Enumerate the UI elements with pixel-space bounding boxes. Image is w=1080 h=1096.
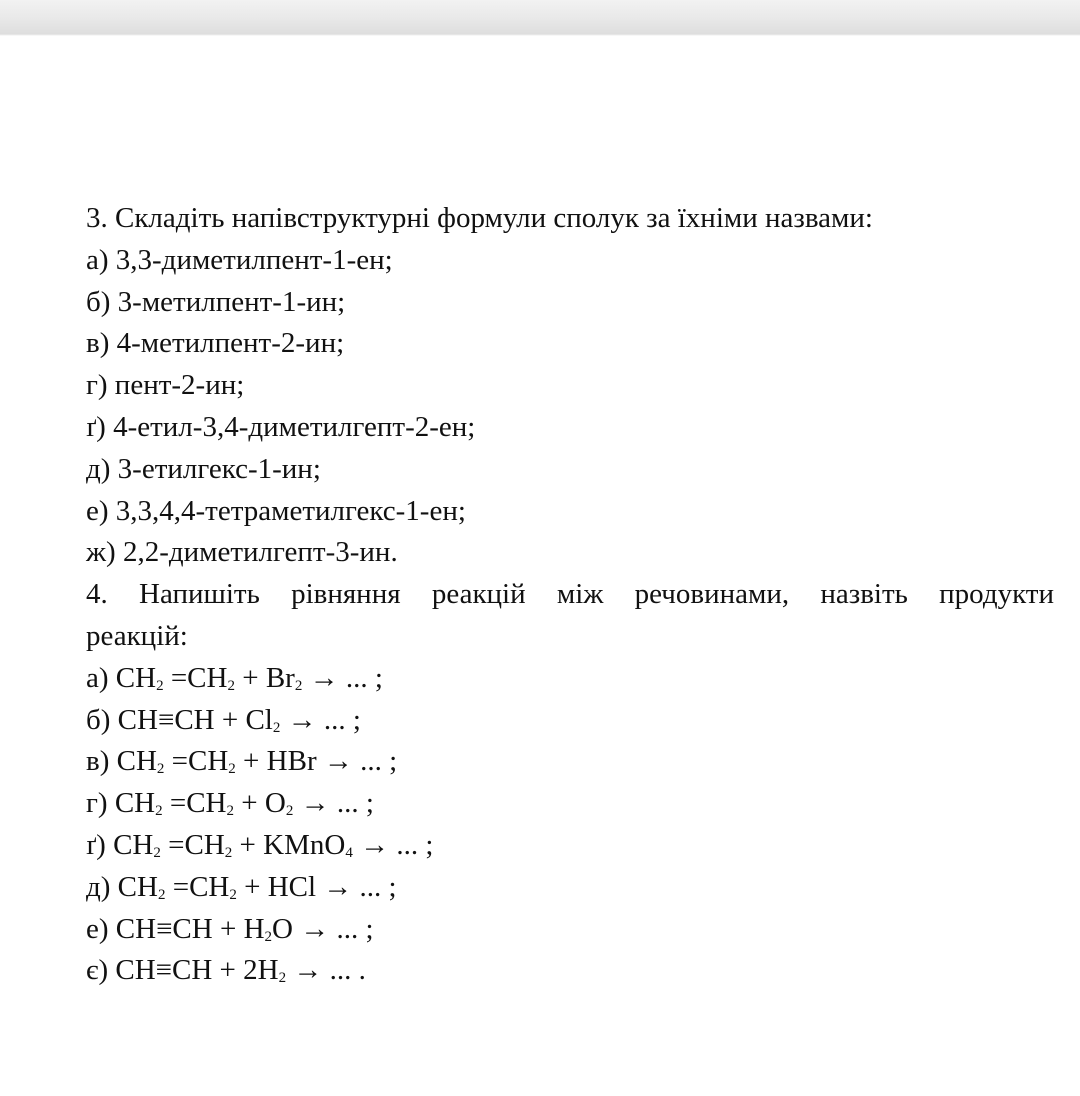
task3-item-b: б) 3-метилпент-1-ин; [86, 285, 346, 318]
reaction-d [86, 867, 1054, 909]
reaction-label: г) [86, 787, 108, 820]
reaction-g [86, 825, 1054, 867]
reaction-v [86, 741, 1054, 783]
task3-item-h: г) пент-2-ин; [86, 369, 245, 402]
reaction-equation: $CH\equiv CH + H_2O$ → ... ; [115, 912, 374, 945]
reaction-equation: $CH_2 =CH_2$ + HBr → ... ; [116, 745, 398, 778]
reaction-label: б) [86, 703, 111, 736]
viewer-top-bar [0, 0, 1080, 36]
reaction-equation: $CH\equiv CH + 2H_2$ → ... . [115, 954, 366, 987]
reaction-label: е) [86, 912, 109, 945]
reaction-e [86, 909, 1054, 951]
reaction-label: а) [86, 661, 109, 694]
reaction-equation: $CH_2 =CH_2 + Br_2$ → ... ; [115, 661, 383, 694]
task3-heading: 3. Складіть напівструктурні формули сполук за їхніми назвами: [86, 202, 873, 234]
reaction-label: д) [86, 870, 111, 903]
reaction-a [86, 658, 1054, 700]
reaction-label: в) [86, 745, 110, 778]
task4-heading-line1: 4. Напишіть рівняння реакцій між речовинами, назвіть продукти [86, 578, 1054, 611]
reaction-h [86, 783, 1054, 825]
reaction-ye [86, 950, 1054, 992]
reaction-equation: $CH_2 =CH_2$ + KMnO$_4$ → ... ; [113, 828, 434, 861]
document-page [86, 198, 1054, 992]
reaction-label: ґ) [86, 828, 106, 861]
task3-item-e: е) 3,3,4,4-тетраметилгекс-1-ен; [86, 494, 466, 527]
reaction-equation: $CH_2 =CH_2$ + HCl → ... ; [117, 870, 397, 903]
reaction-b [86, 700, 1054, 742]
reaction-equation: $CH\equiv CH + Cl_2$ → ... ; [117, 703, 361, 736]
task3-item-a: а) 3,3-диметилпент-1-ен; [86, 243, 393, 276]
task3-item-g: ґ) 4-етил-3,4-диметилгепт-2-ен; [86, 410, 476, 443]
task3-item-zh: ж) 2,2-диметилгепт-3-ин. [86, 536, 398, 569]
reaction-equation: $CH_2 =CH_2 + O_2$ → ... ; [114, 787, 374, 820]
task4-heading-line2: реакцій: [86, 619, 188, 652]
task3-item-v: в) 4-метилпент-2-ин; [86, 327, 345, 360]
task3-item-d: д) 3-етилгекс-1-ин; [86, 452, 321, 485]
reaction-label: є) [86, 954, 109, 987]
